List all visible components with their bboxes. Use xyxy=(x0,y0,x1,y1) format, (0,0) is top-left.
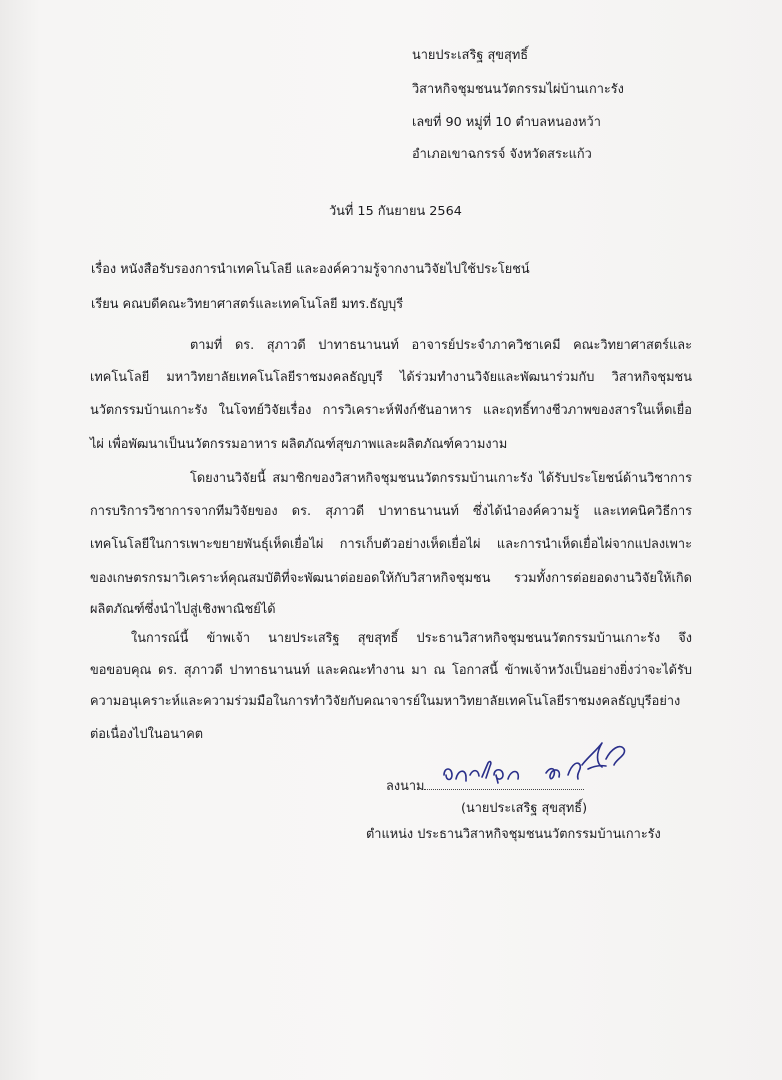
sender-org: วิสาหกิจชุมชนนวัตกรรมไผ่บ้านเกาะรัง xyxy=(412,82,624,97)
letter-date: วันที่ 15 กันยายน 2564 xyxy=(329,204,462,219)
handwritten-signature xyxy=(420,735,650,795)
body-line: ต่อเนื่องไปในอนาคต xyxy=(90,727,204,742)
body-line: ในการณ์นี้ ข้าพเจ้า นายประเสริฐ สุขสุทธิ์ ประธานวิสาหกิจชุมชนนวัตกรรมบ้านเกาะรัง จึง xyxy=(131,631,692,646)
letter-salutation: เรียน คณบดีคณะวิทยาศาสตร์และเทคโนโลยี มทร.ธัญบุรี xyxy=(91,297,404,312)
sender-address-1: เลขที่ 90 หมู่ที่ 10 ตำบลหนองหว้า xyxy=(412,115,601,130)
body-line: เทคโนโลยี มหาวิทยาลัยเทคโนโลยีราชมงคลธัญบุรี ได้ร่วมทำงานวิจัยและพัฒนาร่วมกับ วิสาหกิจชุมชน xyxy=(90,370,692,385)
body-line: ตามที่ ดร. สุภาวดี ปาทาธนานนท์ อาจารย์ประจำภาควิชาเคมี คณะวิทยาศาสตร์และ xyxy=(190,338,692,353)
body-line: เทคโนโลยีในการเพาะขยายพันธุ์เห็ดเยื่อไผ่ การเก็บตัวอย่างเห็ดเยื่อไผ่ และการนำเห็ดเยื่อไผ่จากแปลงเพาะ xyxy=(90,537,692,552)
body-line: ความอนุเคราะห์และความร่วมมือในการทำวิจัยกับคณาจารย์ในมหาวิทยาลัยเทคโนโลยีราชมงคลธัญบุรีอย่าง xyxy=(90,694,681,709)
body-line: โดยงานวิจัยนี้ สมาชิกของวิสาหกิจชุมชนนวัตกรรมบ้านเกาะรัง ได้รับประโยชน์ด้านวิชาการ xyxy=(190,471,692,486)
sender-address-2: อำเภอเขาฉกรรจ์ จังหวัดสระแก้ว xyxy=(412,147,592,162)
body-line: ผลิตภัณฑ์ซึ่งนำไปสู่เชิงพาณิชย์ได้ xyxy=(90,602,276,617)
letter-subject: เรื่อง หนังสือรับรองการนำเทคโนโลยี และองค์ความรู้จากงานวิจัยไปใช้ประโยชน์ xyxy=(91,262,530,277)
body-line: ของเกษตรกรมาวิเคราะห์คุณสมบัติที่จะพัฒนาต่อยอดให้กับวิสาหกิจชุมชน รวมทั้งการต่อยอดงานวิจัยให้เกิด xyxy=(90,571,692,586)
sender-name: นายประเสริฐ สุขสุทธิ์ xyxy=(412,48,529,63)
signer-name: (นายประเสริฐ สุขสุทธิ์) xyxy=(461,801,588,816)
signature-label: ลงนาม xyxy=(386,779,425,794)
body-line: ขอขอบคุณ ดร. สุภาวดี ปาทาธนานนท์ และคณะทำงาน มา ณ โอกาสนี้ ข้าพเจ้าหวังเป็นอย่างยิ่งว่าจะได้รับ xyxy=(90,663,692,678)
body-line: นวัตกรรมบ้านเกาะรัง ในโจทย์วิจัยเรื่อง การวิเคราะห์ฟังก์ชันอาหาร และฤทธิ์ทางชีวภาพของสารในเห็ดเยื่อ xyxy=(90,403,692,418)
body-line: การบริการวิชาการจากทีมวิจัยของ ดร. สุภาวดี ปาทาธนานนท์ ซึ่งได้นำองค์ความรู้ และเทคนิควิธีการ xyxy=(90,504,692,519)
signer-position: ตำแหน่ง ประธานวิสาหกิจชุมชนนวัตกรรมบ้านเกาะรัง xyxy=(366,827,661,842)
body-line: ไผ่ เพื่อพัฒนาเป็นนวัตกรรมอาหาร ผลิตภัณฑ์สุขภาพและผลิตภัณฑ์ความงาม xyxy=(90,437,508,452)
